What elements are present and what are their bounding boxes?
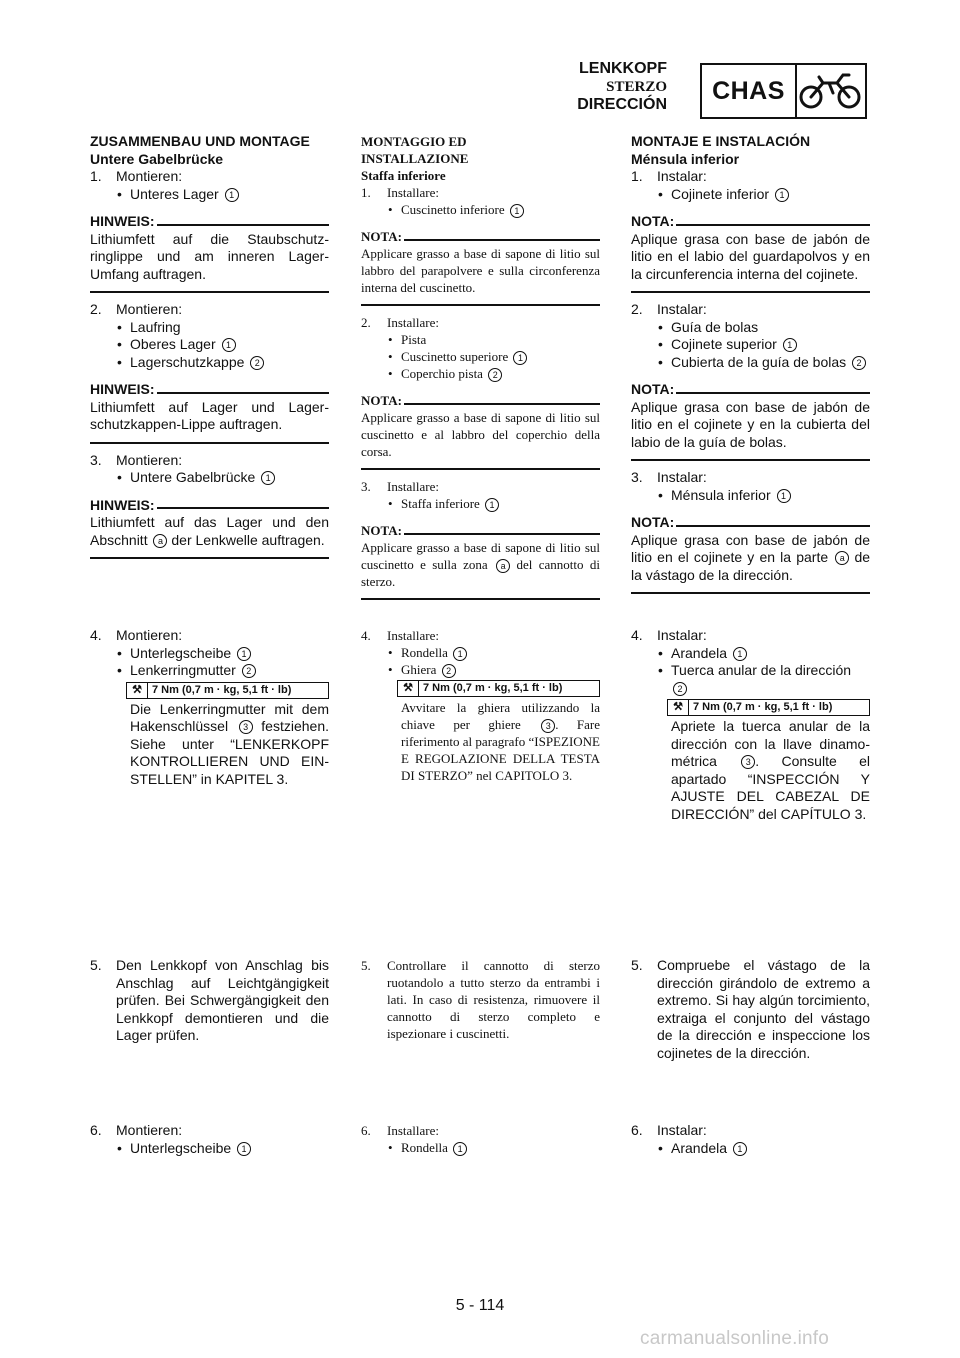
section-title: ZUSAMMENBAU UND MONTAGE: [90, 133, 310, 149]
section-subtitle: Staffa inferiore: [361, 168, 446, 183]
section-badge: [700, 63, 867, 119]
list-item: • Ménsula inferior 1: [631, 487, 870, 505]
note-divider: [90, 557, 329, 559]
list-item: • Untere Gabelbrücke 1: [90, 469, 329, 487]
list-item: • Staffa inferiore 1: [361, 495, 600, 512]
motorcycle-icon: [797, 65, 865, 117]
note-header: NOTA:: [361, 392, 600, 409]
list-item: • Unterlegscheibe 1: [90, 645, 329, 663]
column-german-step4: 4. Montieren: • Unterlegscheibe 1 • Lenkerringmutter 2 ⚒ 7 Nm (0,7 m · kg, 5,1 ft · lb) Die Lenkerringmutter mit dem Hakenschlüssel 3 festziehen. Siehe unter “LENKERKOPF KONTROLLIEREN UND EINSTELLEN” in KAPITEL 3.: [90, 627, 329, 787]
page-number: 5 - 114: [455, 1297, 505, 1314]
note-header: HINWEIS:: [90, 381, 329, 399]
note-text: Lithiumfett auf die Staubschutzringlippe und am inneren LagerUmfang auftragen.: [90, 230, 329, 282]
list-item: • Rondella 1: [361, 1139, 600, 1156]
note-header: HINWEIS:: [90, 497, 329, 515]
note-text: Applicare grasso a base di sapone di litio sul cuscinetto e al labbro del coperchio della corsa.: [361, 410, 600, 460]
list-item: • Rondella 1: [361, 644, 600, 661]
list-item: • Cubierta de la guía de bolas 2: [631, 354, 870, 372]
watermark-link[interactable]: carmanualsonline.info: [640, 1328, 830, 1349]
column-italian-step4: 4. Installare: • Rondella 1 • Ghiera 2 ⚒ 7 Nm (0,7 m · kg, 5,1 ft · lb) Avvitare la ghiera utilizzando la chiave per ghiere 3 . Fare riferimento al paragrafo “ISPEZIONE E REGOLAZIONE DELLA TESTA DI STERZO” nel CAPITOLO 3.: [361, 628, 600, 784]
list-item: • Arandela 1: [631, 1140, 870, 1158]
note-divider: [631, 592, 870, 594]
list-item: • Oberes Lager 1: [90, 336, 329, 354]
note-text: Lithiumfett auf Lager und Lagerschutzkappen-Lippe auftragen.: [90, 398, 329, 432]
step-number: 1.: [90, 168, 102, 184]
section-title: MONTAJE E INSTALACIÓN: [631, 133, 811, 149]
callout-number: 1: [225, 188, 239, 202]
torque-spec: ⚒ 7 Nm (0,7 m · kg, 5,1 ft · lb): [667, 699, 870, 716]
wrench-icon: ⚒: [127, 683, 148, 698]
section-code: CHAS: [702, 65, 797, 117]
list-item: • Lenkerringmutter 2: [90, 662, 329, 680]
column-spanish-step6: 6. Instalar: • Arandela 1: [631, 1122, 870, 1157]
column-italian-step6: 6. Installare: • Rondella 1: [361, 1122, 600, 1156]
list-item: • Cuscinetto superiore 1: [361, 348, 600, 365]
column-spanish-step5: 5. Compruebe el vástago de la dirección girándolo de extremo a extremo. Si hay algún torcimiento, extraiga el conjunto del vástago de la dirección e inspeccione los cojinetes de la dirección.: [631, 957, 870, 1061]
torque-spec: ⚒ 7 Nm (0,7 m · kg, 5,1 ft · lb): [126, 682, 329, 699]
note-header: NOTA:: [631, 213, 870, 231]
list-item: • Cojinete superior 1: [631, 336, 870, 354]
instruction-text: Die Lenkerringmutter mit dem Hakenschlüssel 3 festziehen. Siehe unter “LENKERKOPF KONTROLLIEREN UND EINSTELLEN” in KAPITEL 3.: [130, 700, 329, 787]
note-header: NOTA:: [361, 228, 600, 245]
header-title-de: LENKKOPF: [579, 60, 667, 77]
note-header: NOTA:: [631, 514, 870, 532]
section-subtitle: Untere Gabelbrücke: [90, 150, 224, 167]
list-item: • Unterlegscheibe 1: [90, 1140, 329, 1158]
note-divider: [361, 598, 600, 600]
section-title: MONTAGGIO ED: [361, 134, 467, 149]
list-item: • Coperchio pista 2: [361, 365, 600, 382]
section-title: INSTALLAZIONE: [361, 151, 469, 166]
note-text: Aplique grasa con base de jabón de litio en el labio del guardapolvos y en la circunferencia interna del cojinete.: [631, 230, 870, 282]
column-spanish-step4: 4. Instalar: • Arandela 1 • Tuerca anular de la dirección 2 ⚒ 7 Nm (0,7 m · kg, 5,1 ft · lb) Apriete la tuerca anular de la dirección con la llave dinamométrica 3 . Consulte el apartado “INSPECCIÓN Y AJUSTE DEL CABEZAL DE DIRECCIÓN” del CAPÍTULO 3.: [631, 627, 871, 822]
column-german-step6: 6. Montieren: • Unterlegscheibe 1: [90, 1122, 329, 1157]
note-text: Aplique grasa con base de jabón de litio en el cojinete y en la cubierta del labio de la guía de bolas.: [631, 398, 870, 450]
note-header: NOTA:: [361, 522, 600, 539]
list-item: • Unteres Lager 1: [90, 186, 329, 204]
step-text: Montieren:: [116, 168, 183, 184]
column-german-step5: 5. Den Lenkkopf von Anschlag bis Anschlag auf Leichtgängigkeit prüfen. Bei Schwergängigkeit den Lenkkopf demontieren und die Lager prüfen.: [90, 957, 329, 1043]
note-text: Lithiumfett auf das Lager und den Abschnitt a der Lenkwelle auftragen.: [90, 514, 329, 548]
column-italian-step5: 5. Controllare il cannotto di sterzo ruotandolo a tutto sterzo da entrambi i lati. In caso di resistenza, rimuovere il cannotto di sterzo completo e ispezionare i cuscinetti.: [361, 958, 600, 1041]
list-item: • Ghiera 2: [361, 661, 600, 678]
column-spanish: MONTAJE E INSTALACIÓN Ménsula inferior 1. Instalar: • Cojinete inferior 1 NOTA: Aplique grasa con base de jabón de litio en el labio del guardapolvos y en la circunferencia interna del cojinete. 2. Instalar: • Guía de bolas • Cojinete superior 1 • Cubierta de la guía de bolas 2 NOTA: Aplique grasa con base de jabón de litio en el cojinete y en la cubierta del labio de la guía de bolas. 3. Instalar: • Ménsula inferior 1 NOTA: Aplique grasa con base de jabón de litio en el cojinete y en la parte a de la vástago de la dirección.: [631, 133, 870, 594]
column-italian: MONTAGGIO ED INSTALLAZIONE Staffa inferiore 1. Installare: • Cuscinetto inferiore 1 NOTA: Applicare grasso a base di sapone di litio sul labbro del parapolvere e sulla circonferenza interna del cuscinetto. 2. Installare: • Pista • Cuscinetto superiore 1 • Coperchio pista 2 NOTA: Applicare grasso a base di sapone di litio sul cuscinetto e al labbro del coperchio della corsa. 3. Installare: • Staffa inferiore 1 NOTA: Applicare grasso a base di sapone di litio sul cuscinetto e sulla zona a del cannotto di sterzo.: [361, 133, 600, 600]
list-item: • Cuscinetto inferiore 1: [361, 201, 600, 218]
instruction-text: Avvitare la ghiera utilizzando la chiave per ghiere 3 . Fare riferimento al paragrafo “ISPEZIONE E REGOLAZIONE DELLA TESTA DI STERZO” nel CAPITOLO 3.: [401, 700, 600, 784]
wrench-icon: ⚒: [398, 681, 419, 696]
list-item: • Tuerca anular de la dirección 2: [658, 662, 852, 694]
column-german: ZUSAMMENBAU UND MONTAGE Untere Gabelbrücke 1. Montieren: • Unteres Lager 1 HINWEIS: Lithiumfett auf die Staubschutzringlippe und am inneren LagerUmfang auftragen. 2. Montieren: • Laufring • Oberes Lager 1 • Lagerschutzkappe 2 HINWEIS: Lithiumfett auf Lager und Lagerschutzkappen-Lippe auftragen. 3. Montieren: • Untere Gabelbrücke 1 HINWEIS: Lithiumfett auf das Lager und den Abschnitt a der Lenkwelle auftragen.: [90, 133, 329, 559]
section-subtitle: Ménsula inferior: [631, 150, 740, 167]
list-item: • Guía de bolas: [658, 318, 759, 335]
note-text: Applicare grasso a base di sapone di litio sul labbro del parapolvere e sulla circonferenza interna del cuscinetto.: [361, 246, 600, 296]
torque-spec: ⚒ 7 Nm (0,7 m · kg, 5,1 ft · lb): [397, 680, 600, 697]
instruction-text: Apriete la tuerca anular de la dirección con la llave dinamométrica 3 . Consulte el apartado “INSPECCIÓN Y AJUSTE DEL CABEZAL DE DIRECCIÓN” del CAPÍTULO 3.: [671, 718, 871, 822]
note-text: Aplique grasa con base de jabón de litio en el cojinete y en la parte a de la vástago de la dirección.: [631, 531, 871, 583]
list-item: • Lagerschutzkappe 2: [90, 354, 329, 372]
note-header: NOTA:: [631, 381, 870, 399]
wrench-icon: ⚒: [668, 700, 689, 715]
note-text: Applicare grasso a base di sapone di litio sul cuscinetto e sulla zona a del cannotto di sterzo.: [361, 540, 601, 590]
header-title-it: STERZO: [606, 79, 667, 95]
list-item: • Arandela 1: [631, 645, 870, 663]
header-title-es: DIRECCIÓN: [577, 96, 667, 113]
list-item: • Cojinete inferior 1: [631, 186, 870, 204]
list-item: • Laufring: [117, 318, 181, 335]
list-item: • Pista: [388, 332, 427, 348]
note-header: HINWEIS:: [90, 213, 329, 231]
